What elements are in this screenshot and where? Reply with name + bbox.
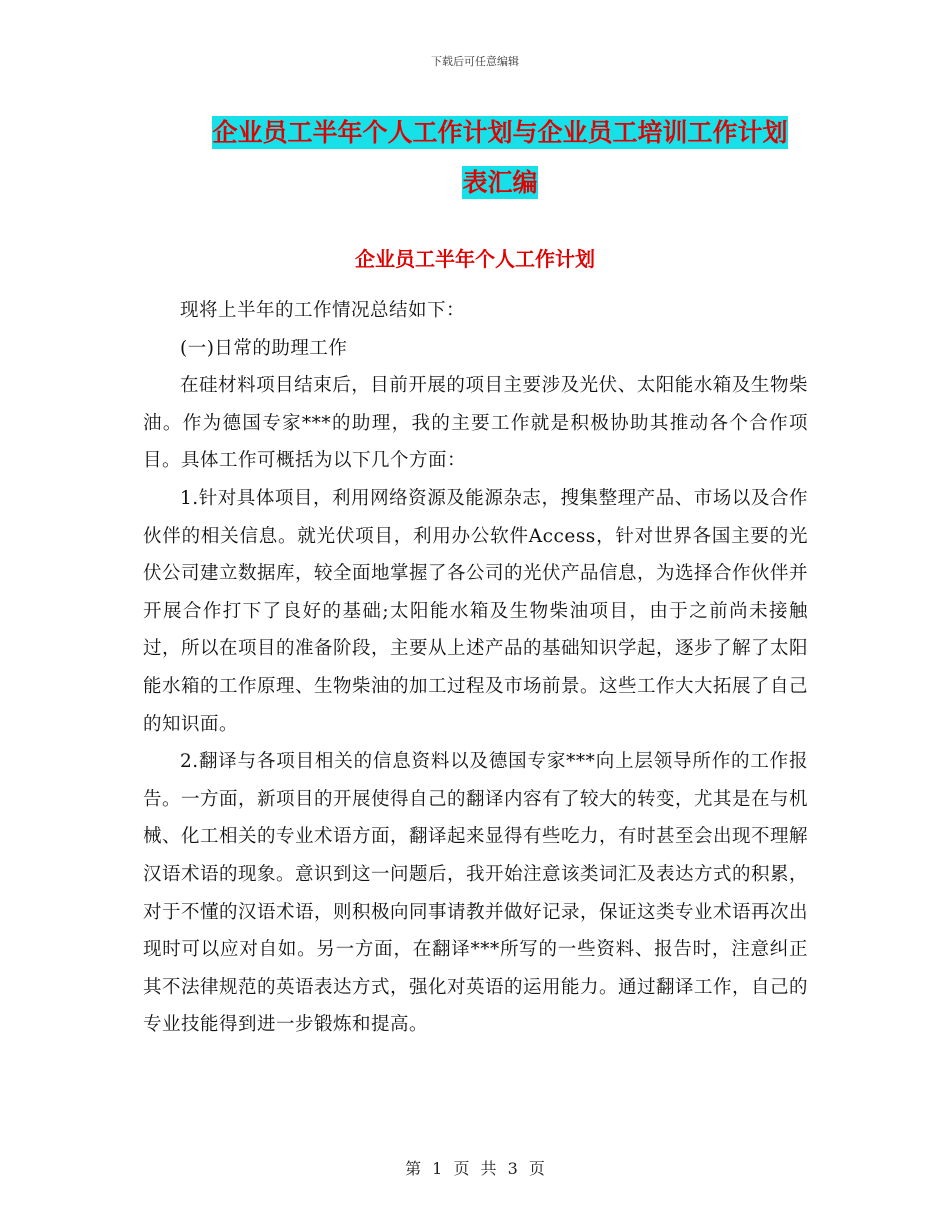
paragraph-intro: 现将上半年的工作情况总结如下： bbox=[180, 300, 466, 321]
paragraph-heading: (一)日常的助理工作 bbox=[180, 337, 348, 359]
page-number: 第 1 页 共 3 页 bbox=[405, 1159, 545, 1178]
document-title-line-2: 表汇编 bbox=[462, 168, 538, 197]
document-body bbox=[143, 292, 808, 1044]
document-title bbox=[140, 108, 860, 208]
paragraph: 1.针对具体项目，利用网络资源及能源杂志，搜集整理产品、市场以及合作伙伴的相关信息。就光伏项目，利用办公软件Access，针对世界各国主要的光伏公司建立数据库，较全面地掌握了各公司的光伏产品信息，为选择合作伙伴并开展合作打下了良好的基础;太阳能水箱及生物柴油项目，由于之前尚未接触过，所以在项目的准备阶段，主要从上述产品的基础知识学起，逐步了解了太阳能水箱的工作原理、生物柴油的加工过程及市场前景。这些工作大大拓展了自己的知识面。 bbox=[143, 487, 809, 735]
section-title: 企业员工半年个人工作计划 bbox=[355, 247, 595, 271]
header-note: 下载后可任意编辑 bbox=[431, 55, 519, 68]
paragraph: 在硅材料项目结束后，目前开展的项目主要涉及光伏、太阳能水箱及生物柴油。作为德国专家***的助理，我的主要工作就是积极协助其推动各个合作项目。具体工作可概括为以下几个方面： bbox=[143, 375, 808, 472]
document-title-line-1: 企业员工半年个人工作计划与企业员工培训工作计划 bbox=[212, 118, 788, 147]
paragraph: 2.翻译与各项目相关的信息资料以及德国专家***向上层领导所作的工作报告。一方面，新项目的开展使得自己的翻译内容有了较大的转变，尤其是在与机械、化工相关的专业术语方面，翻译起来显得有些吃力，有时甚至会出现不理解汉语术语的现象。意识到这一问题后，我开始注意该类词汇及表达方式的积累，对于不懂的汉语术语，则积极向同事请教并做好记录，保证这类专业术语再次出现时可以应对自如。另一方面，在翻译***所写的一些资料、报告时，注意纠正其不法律规范的英语表达方式，强化对英语的运用能力。通过翻译工作，自己的专业技能得到进一步锻炼和提高。 bbox=[143, 751, 809, 1036]
